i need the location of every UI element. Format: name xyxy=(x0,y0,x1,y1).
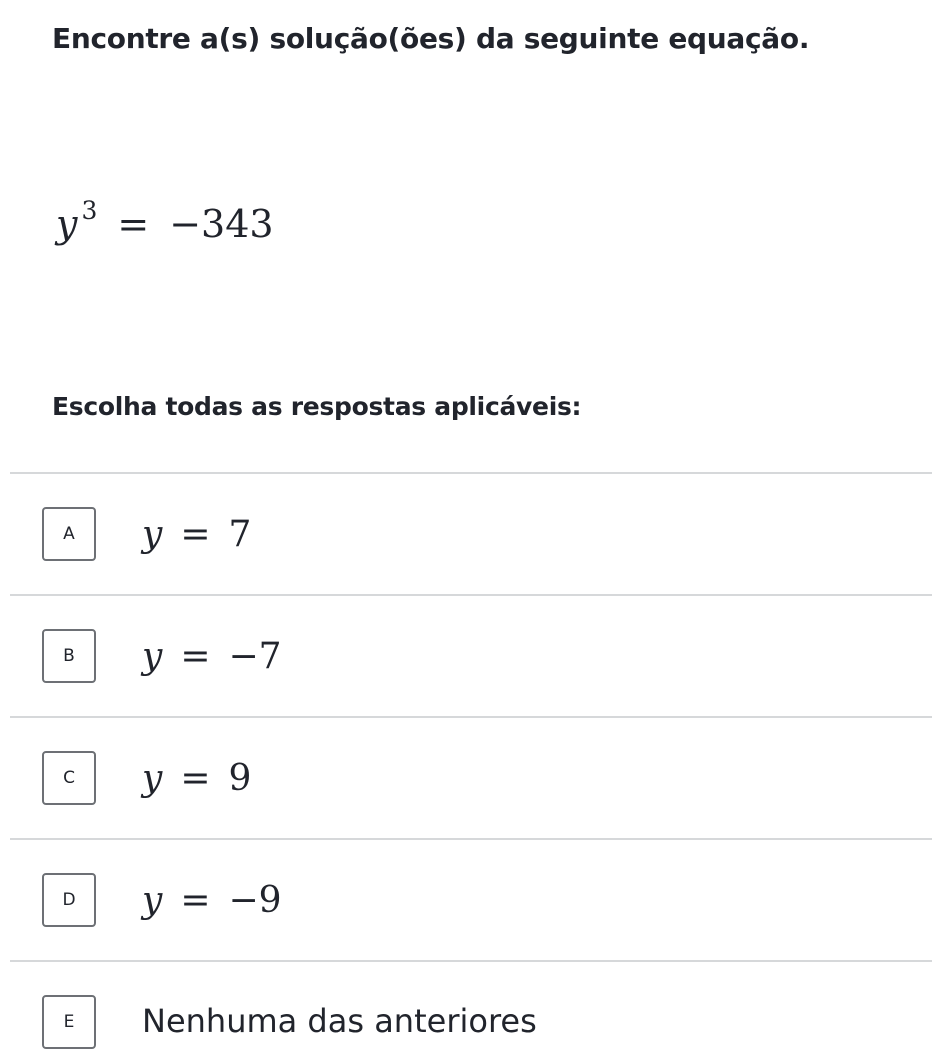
choice-d-variable: y xyxy=(142,880,163,921)
choice-b-checkbox[interactable]: B xyxy=(42,629,96,683)
equation-variable: y xyxy=(56,202,78,246)
choice-b-variable: y xyxy=(142,636,163,677)
choice-c-value: 9 xyxy=(228,758,252,799)
choice-e-checkbox[interactable]: E xyxy=(42,995,96,1049)
choice-b-operator: = xyxy=(180,636,211,677)
choice-b[interactable] xyxy=(10,596,932,718)
choice-e[interactable] xyxy=(10,962,932,1056)
choice-list xyxy=(10,472,932,1056)
instruction-text: Escolha todas as respostas aplicáveis: xyxy=(52,392,582,421)
choice-a[interactable] xyxy=(10,474,932,596)
choice-a-operator: = xyxy=(180,514,211,555)
choice-e-label: Nenhuma das anteriores xyxy=(142,1002,537,1040)
equation-exponent: 3 xyxy=(81,196,98,225)
choice-a-variable: y xyxy=(142,514,163,555)
equation xyxy=(56,196,274,246)
choice-b-value: −7 xyxy=(228,636,282,677)
choice-d[interactable] xyxy=(10,840,932,962)
choice-c-variable: y xyxy=(142,758,163,799)
choice-c[interactable] xyxy=(10,718,932,840)
choice-d-operator: = xyxy=(180,880,211,921)
choice-d-label xyxy=(142,880,282,921)
choice-c-label xyxy=(142,758,251,799)
question-prompt: Encontre a(s) solução(ões) da seguinte equação. xyxy=(52,22,810,55)
choice-a-value: 7 xyxy=(228,514,252,555)
choice-b-label xyxy=(142,636,282,677)
equation-operator: = xyxy=(117,202,150,246)
choice-a-label xyxy=(142,514,251,555)
choice-c-operator: = xyxy=(180,758,211,799)
choice-d-checkbox[interactable]: D xyxy=(42,873,96,927)
choice-d-value: −9 xyxy=(228,880,282,921)
equation-rhs: −343 xyxy=(169,202,274,246)
choice-a-checkbox[interactable]: A xyxy=(42,507,96,561)
choice-c-checkbox[interactable]: C xyxy=(42,751,96,805)
